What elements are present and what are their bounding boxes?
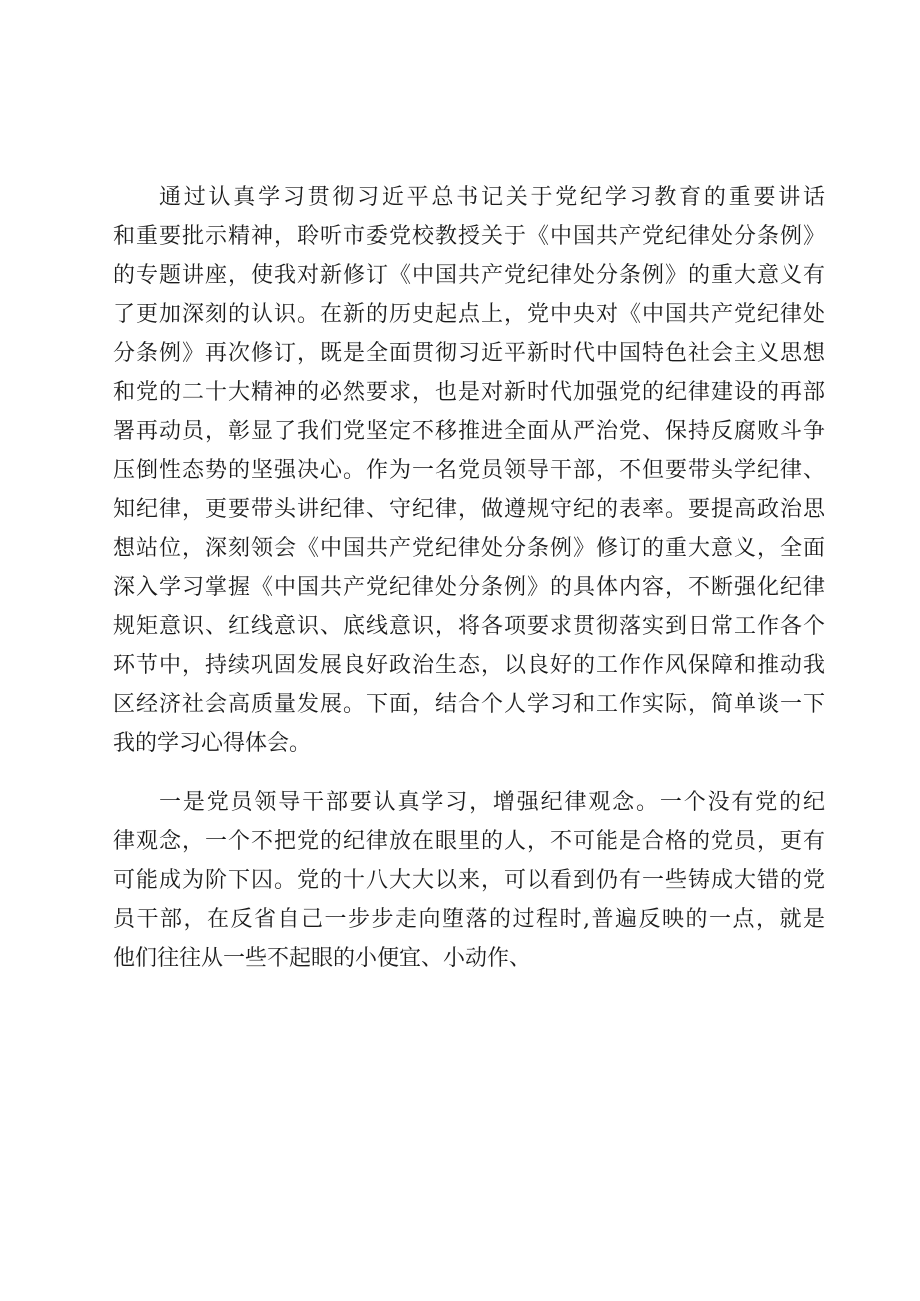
paragraph-line: 了更加深刻的认识。在新的历史起点上，党中央对《中国共产党纪律处 bbox=[113, 302, 825, 327]
paragraph-line: 员干部，在反省自己一步步走向堕落的过程时,普遍反映的一点，就是 bbox=[113, 907, 825, 932]
paragraph-line: 区经济社会高质量发展。下面，结合个人学习和工作实际，简单谈一下 bbox=[113, 692, 825, 717]
paragraph-intro bbox=[113, 178, 825, 763]
paragraph-line: 我的学习心得体会。 bbox=[113, 731, 312, 756]
paragraph-line: 想站位，深刻领会《中国共产党纪律处分条例》修订的重大意义，全面 bbox=[113, 536, 825, 561]
document-body bbox=[113, 178, 825, 978]
paragraph-line: 分条例》再次修订，既是全面贯彻习近平新时代中国特色社会主义思想 bbox=[113, 341, 825, 366]
paragraph-line: 和党的二十大精神的必然要求，也是对新时代加强党的纪律建设的再部 bbox=[113, 380, 825, 405]
paragraph-line: 的专题讲座，使我对新修订《中国共产党纪律处分条例》的重大意义有 bbox=[113, 263, 825, 288]
paragraph-line: 通过认真学习贯彻习近平总书记关于党纪学习教育的重要讲话 bbox=[159, 185, 825, 210]
paragraph-line: 他们往往从一些不起眼的小便宜、小动作、 bbox=[113, 946, 532, 971]
paragraph-line: 环节中，持续巩固发展良好政治生态，以良好的工作作风保障和推动我 bbox=[113, 653, 825, 678]
paragraph-line: 一是党员领导干部要认真学习，增强纪律观念。一个没有党的纪 bbox=[159, 790, 825, 815]
paragraph-line: 可能成为阶下囚。党的十八大大以来，可以看到仍有一些铸成大错的党 bbox=[113, 868, 825, 893]
paragraph-line: 深入学习掌握《中国共产党纪律处分条例》的具体内容，不断强化纪律 bbox=[113, 575, 825, 600]
paragraph-spacer bbox=[113, 763, 825, 783]
paragraph-line: 知纪律，更要带头讲纪律、守纪律，做遵规守纪的表率。要提高政治思 bbox=[113, 497, 825, 522]
paragraph-line: 署再动员，彰显了我们党坚定不移推进全面从严治党、保持反腐败斗争 bbox=[113, 419, 825, 444]
paragraph-discipline bbox=[113, 783, 825, 978]
paragraph-line: 律观念，一个不把党的纪律放在眼里的人，不可能是合格的党员，更有 bbox=[113, 829, 825, 854]
paragraph-line: 和重要批示精神，聆听市委党校教授关于《中国共产党纪律处分条例》 bbox=[113, 224, 825, 249]
paragraph-line: 规矩意识、红线意识、底线意识，将各项要求贯彻落实到日常工作各个 bbox=[113, 614, 825, 639]
paragraph-line: 压倒性态势的坚强决心。作为一名党员领导干部，不但要带头学纪律、 bbox=[113, 458, 825, 483]
